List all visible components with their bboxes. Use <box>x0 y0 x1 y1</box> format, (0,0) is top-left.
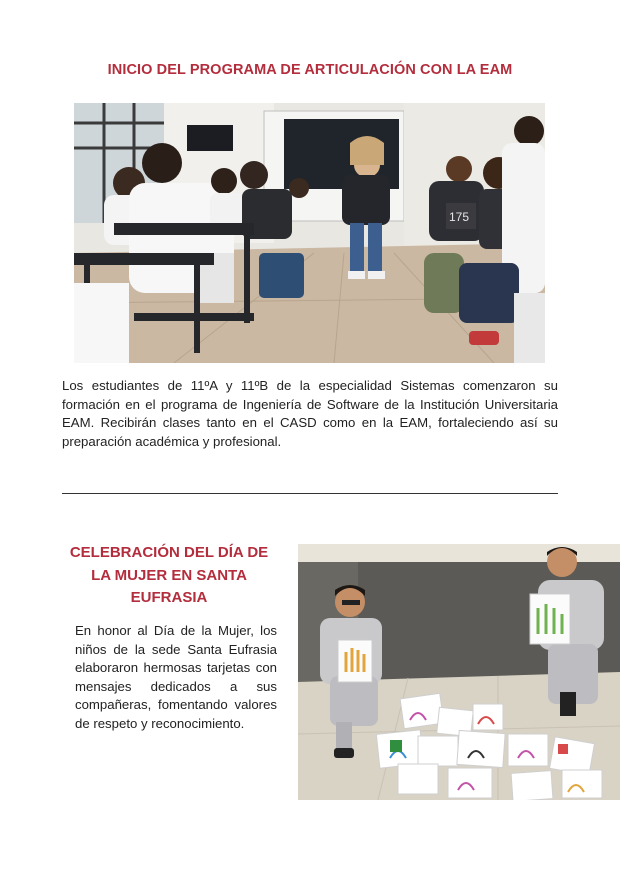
classroom-photo <box>74 103 545 363</box>
section1-title: INICIO DEL PROGRAMA DE ARTICULACIÓN CON LA EAM <box>107 62 513 78</box>
section-divider <box>62 493 558 494</box>
section2-title: CELEBRACIÓN DEL DÍA DE LA MUJER EN SANTA EUFRASIA <box>69 544 269 606</box>
section2-paragraph: En honor al Día de la Mujer, los niños de la sede Santa Eufrasia elaboraron hermosas tarjetas con mensajes dedicados a sus compañeras, fomentando valores de respeto y reconocimiento. <box>75 623 277 731</box>
chair-number-label: 175 <box>449 210 470 224</box>
womens-day-cards-photo <box>298 544 620 800</box>
section1-paragraph: Los estudiantes de 11ºA y 11ºB de la especialidad Sistemas comenzaron su formación en el programa de Ingeniería de Software de la Institución Universitaria EAM. Recibirán clases tanto en el CASD como en la EAM, fortaleciendo así su preparación académica y profesional. <box>62 378 558 449</box>
